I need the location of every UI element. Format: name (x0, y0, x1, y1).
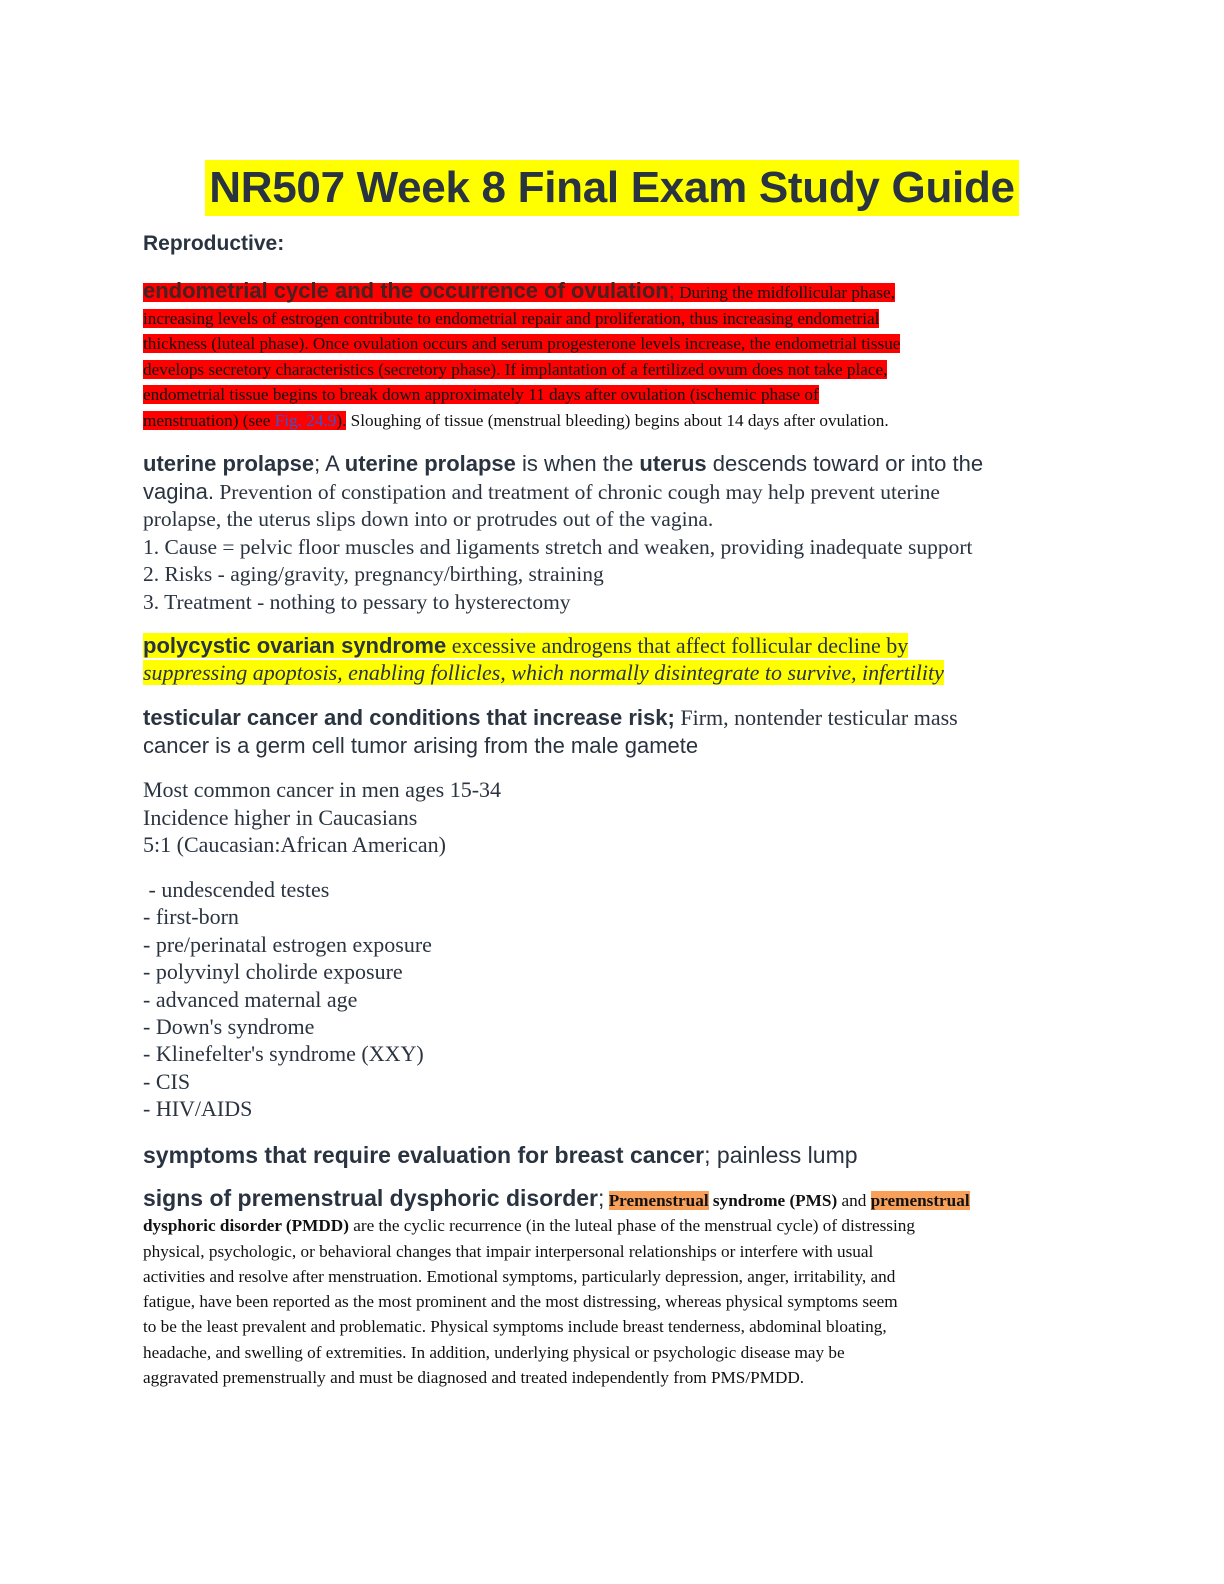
pmdd-line-2: are the cyclic recurrence (in the luteal phase of the menstrual cycle) of distressing (348, 1216, 915, 1236)
premenstrual-highlight-1: Premenstrual (608, 1191, 709, 1210)
stat-item: 5:1 (Caucasian:African American) (143, 832, 446, 857)
prolapse-text-4: vagina. (143, 478, 214, 504)
endometrial-line-6c: Sloughing of tissue (menstrual bleeding) begins about 14 days after ovulation. (346, 410, 889, 430)
testicular-stats (143, 776, 1073, 859)
prolapse-line-3: prolapse, the uterus slips down into or protrudes out of the vagina. (143, 507, 714, 531)
endometrial-line-3: thickness (luteal phase). Once ovulation occurs and serum progesterone levels increase, the endometrial tissue (143, 334, 901, 353)
breast-text: ; painless lump (704, 1142, 858, 1168)
page-title: NR507 Week 8 Final Exam Study Guide (205, 160, 1018, 216)
pms-label: syndrome (PMS) (708, 1191, 838, 1210)
pmdd-line-7: headache, and swelling of extremities. In addition, underlying physical or psychologic disease may be (143, 1342, 845, 1362)
prolapse-keyword-2: uterine prolapse (344, 451, 516, 476)
testicular-keyword: testicular cancer and conditions that increase risk; (143, 705, 675, 730)
endometrial-line-1: During the midfollicular phase, (674, 283, 895, 302)
pmdd-line-4: activities and resolve after menstruation. Emotional symptoms, particularly depression, anger, irritability, and (143, 1266, 896, 1286)
pmdd-line-3: physical, psychologic, or behavioral changes that impair interpersonal relationships or interfere with usual (143, 1241, 874, 1261)
stat-item: Incidence higher in Caucasians (143, 804, 418, 830)
testicular-line-1: Firm, nontender testicular mass (674, 705, 958, 730)
testicular-line-2: cancer is a germ cell tumor arising from the male gamete (143, 733, 699, 758)
risk-item: - HIV/AIDS (143, 1096, 253, 1122)
endometrial-line-2: increasing levels of estrogen contribute to endometrial repair and proliferation, thus increasing endometrial (143, 308, 880, 328)
pcos-section (143, 632, 1073, 686)
pmdd-line-6: to be the least prevalent and problematic. Physical symptoms include breast tenderness, abdominal bloating, (143, 1317, 887, 1337)
prolapse-text-5: Prevention of constipation and treatment of chronic cough may help prevent uterine (213, 479, 940, 504)
breast-keyword: symptoms that require evaluation for breast cancer (143, 1142, 705, 1168)
prolapse-keyword: uterine prolapse (143, 451, 315, 476)
pmdd-label: dysphoric disorder (PMDD) (143, 1216, 349, 1236)
pcos-line-1: excessive androgens that affect follicular decline by (446, 633, 909, 658)
prolapse-text-2: is when the (515, 451, 640, 476)
prolapse-risks: 2. Risks - aging/gravity, pregnancy/birthing, straining (143, 562, 604, 586)
endometrial-keyword: endometrial cycle and the occurrence of ovulation (143, 278, 669, 303)
pmdd-and: and (837, 1191, 871, 1210)
pmdd-section (143, 1186, 1073, 1390)
prolapse-text-1: ; A (314, 451, 345, 476)
prolapse-treatment: 3. Treatment - nothing to pessary to hysterectomy (143, 589, 571, 614)
risk-item: - Down's syndrome (143, 1014, 315, 1040)
prolapse-section (143, 450, 1073, 616)
risk-item: - polyvinyl cholirde exposure (143, 959, 403, 985)
endometrial-line-6a: menstruation) (see (143, 410, 275, 430)
risk-item: - advanced maternal age (143, 986, 358, 1012)
pmdd-line-5: fatigue, have been reported as the most prominent and the most distressing, whereas physical symptoms seem (143, 1292, 898, 1312)
prolapse-cause: 1. Cause = pelvic floor muscles and ligaments stretch and weaken, providing inadequate support (143, 534, 973, 559)
prolapse-keyword-3: uterus (639, 451, 707, 476)
pmdd-line-8: aggravated premenstrually and must be diagnosed and treated independently from PMS/PMDD. (143, 1368, 805, 1388)
testicular-risk-list (143, 876, 1073, 1123)
testicular-section (143, 704, 1073, 760)
prolapse-text-3: descends toward or into the (706, 451, 984, 476)
risk-item: - first-born (143, 904, 239, 930)
endometrial-line-4: develops secretory characteristics (secretory phase). If implantation of a fertilized ovum does not take place, (143, 359, 888, 379)
endometrial-section (143, 278, 1073, 433)
pmdd-semicolon: ; (598, 1185, 605, 1211)
stat-item: Most common cancer in men ages 15-34 (143, 777, 502, 802)
risk-item: - CIS (143, 1068, 191, 1094)
endometrial-line-5: endometrial tissue begins to break down approximately 11 days after ovulation (ischemic phase of (143, 385, 819, 404)
endometrial-line-6b: ). (336, 410, 347, 430)
breast-section (143, 1140, 1073, 1170)
premenstrual-highlight-2: premenstrual (870, 1191, 970, 1210)
title-container (0, 160, 1224, 216)
pcos-keyword: polycystic ovarian syndrome (143, 633, 447, 658)
reproductive-heading: Reproductive: (143, 232, 285, 255)
pmdd-keyword: signs of premenstrual dysphoric disorder (143, 1185, 598, 1211)
pcos-line-2: suppressing apoptosis, enabling follicles, which normally disintegrate to survive, infertility (143, 660, 944, 685)
risk-item: - Klinefelter's syndrome (XXY) (143, 1041, 424, 1067)
figure-link[interactable]: Fig. 24.9 (274, 410, 337, 430)
endometrial-semicolon: ; (668, 278, 675, 303)
risk-item: - pre/perinatal estrogen exposure (143, 931, 432, 957)
risk-item: - undescended testes (143, 877, 330, 902)
